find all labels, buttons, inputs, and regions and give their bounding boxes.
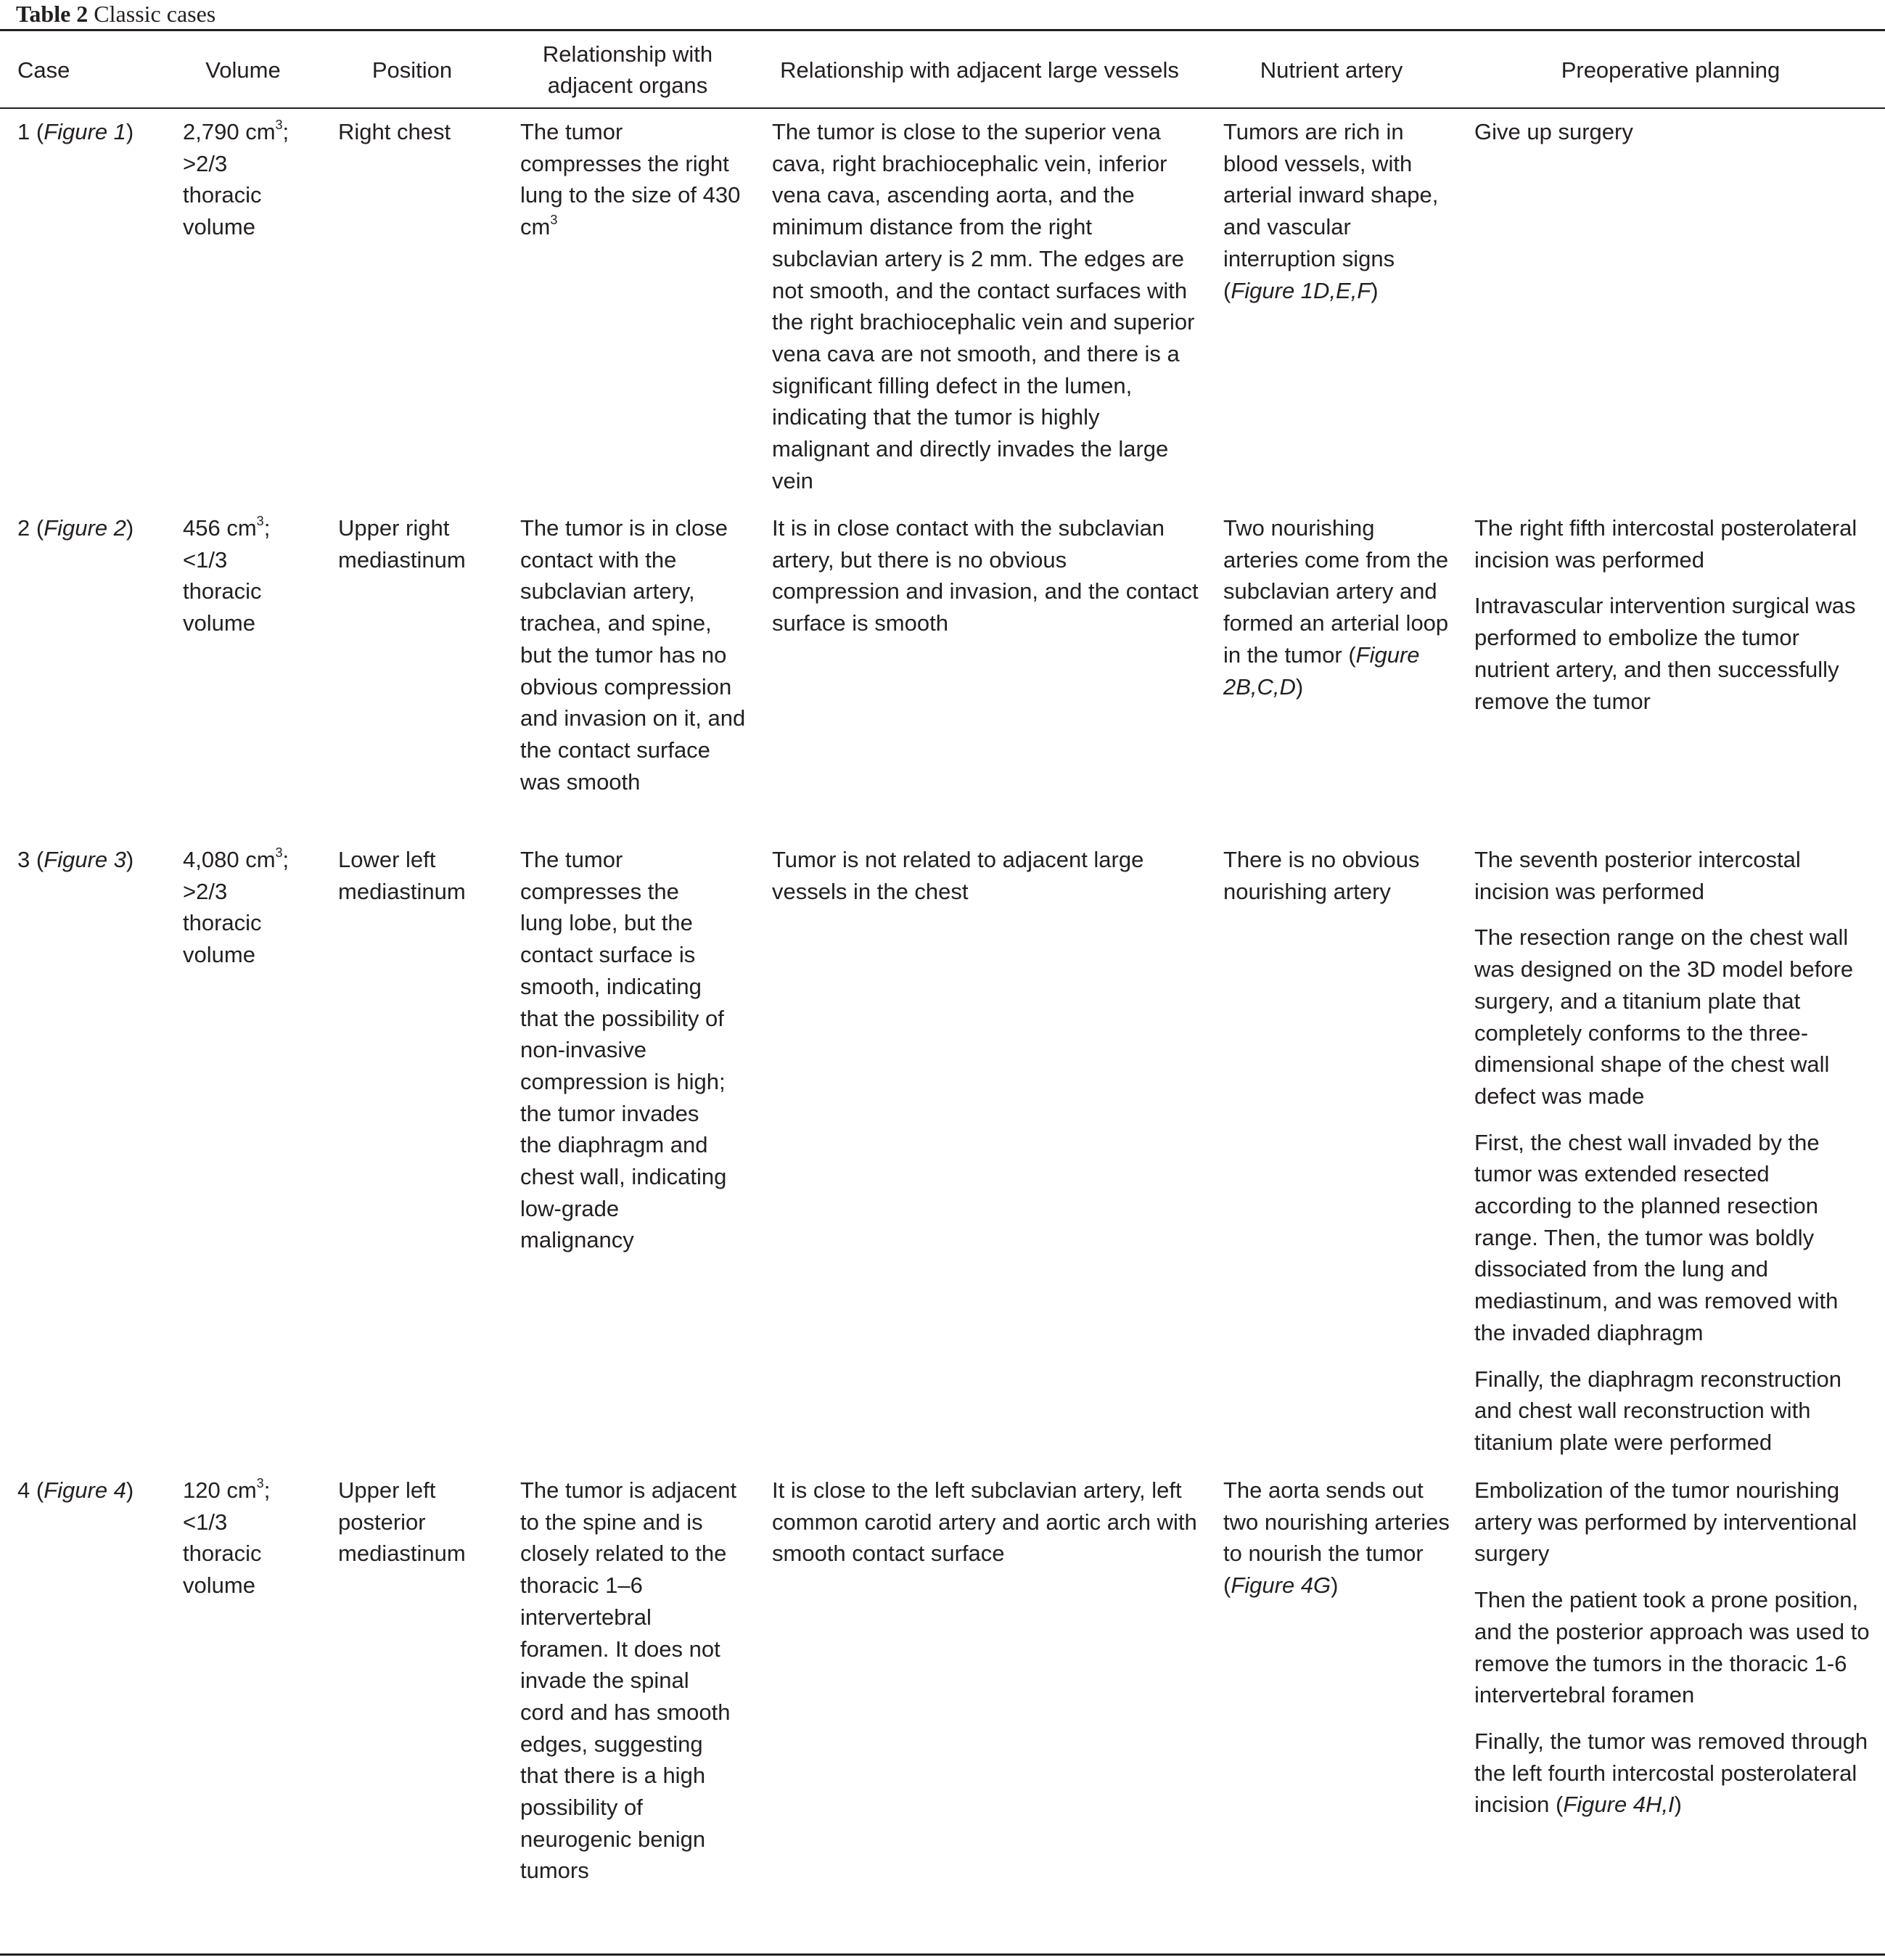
row4-vessels: It is close to the left subclavian artery, left common carotid artery and aortic arch with smooth contact surface bbox=[772, 1477, 1197, 1567]
row4-position: Upper left posterior mediastinum bbox=[338, 1477, 466, 1567]
row3-case: 3 (Figure 3) bbox=[17, 847, 134, 872]
row3-position: Lower left mediastinum bbox=[338, 847, 466, 904]
header-volume: Volume bbox=[205, 57, 281, 83]
header-case: Case bbox=[17, 57, 70, 83]
row1-vessels: The tumor is close to the superior vena cava, right brachiocephalic vein, inferior vena cava, ascending aorta, and the minimum distance from the right subclavian artery is 2 mm. The edges are not smooth, and the contact surfaces with the right brachiocephalic vein and superior vena cava are not smooth, and there is a significant filling defect in the lumen, indicating that the tumor is highly malignant and directly invades the large vein bbox=[772, 119, 1195, 493]
row2-organs: The tumor is in close contact with the subclavian artery, trachea, and spine, but the tumor has no obvious compression and invasion on it, and the contact surface was smooth bbox=[520, 515, 746, 795]
row2-artery: Two nourishing arteries come from the subclavian artery and formed an arterial loop in the tumor (Figure 2B,C,D) bbox=[1223, 515, 1449, 700]
row3-artery: There is no obvious nourishing artery bbox=[1223, 847, 1420, 904]
row1-volume: 2,790 $cm^3$; >2/3 thoracic volume bbox=[183, 118, 289, 240]
row2-planning: The right fifth intercostal posterolateral incision was performed Intravascular intervention surgical was performed to embolize the tumor nutrient artery, and then successfully remove the tumor bbox=[1474, 515, 1857, 714]
table-bottom-rule bbox=[0, 1953, 1885, 1956]
row4-artery: The aorta sends out two nourishing arteries to nourish the tumor (Figure 4G) bbox=[1223, 1477, 1450, 1599]
table-caption bbox=[16, 0, 215, 28]
row2-case: 2 (Figure 2) bbox=[17, 515, 134, 541]
row1-position: Right chest bbox=[338, 119, 451, 144]
row4-organs: The tumor is adjacent to the spine and is closely related to the thoracic 1–6 intervertebral foramen. It does not invade the spinal cord and has smooth edges, suggesting that there is a high possibility of neurogenic benign tumors bbox=[520, 1477, 737, 1884]
row3-organs: The tumor compresses the lung lobe, but the contact surface is smooth, indicating that the possibility of non-invasive compression is high; the tumor invades the diaphragm and chest wall, indicating low-grade malignancy bbox=[520, 847, 727, 1253]
header-organs: Relationship with adjacent organs bbox=[542, 41, 713, 98]
row4-volume: 120 $cm^3$; <1/3 thoracic volume bbox=[183, 1476, 271, 1599]
header-vessels: Relationship with adjacent large vessels bbox=[780, 57, 1179, 83]
table-header-rule bbox=[0, 107, 1885, 109]
row4-planning: Embolization of the tumor nourishing artery was performed by interventional surgery Then the patient took a prone position, and the posterior approach was used to remove the tumors in the thoracic 1-6 intervertebral foramen Finally, the tumor was removed through the left fourth intercostal posterolateral incision (Figure 4H,I) bbox=[1474, 1477, 1870, 1818]
table-top-rule bbox=[0, 29, 1885, 31]
row1-planning: Give up surgery bbox=[1474, 119, 1633, 144]
row3-vessels: Tumor is not related to adjacent large vessels in the chest bbox=[772, 847, 1144, 904]
table-label: Table 2 bbox=[16, 1, 89, 27]
header-artery: Nutrient artery bbox=[1260, 57, 1403, 83]
row1-organs: The tumor compresses the right lung to the size of 430 $cm^3$ bbox=[520, 119, 741, 240]
header-planning: Preoperative planning bbox=[1561, 57, 1781, 83]
row3-planning: The seventh posterior intercostal incision was performed The resection range on the chest wall was designed on the 3D model before surgery, and a titanium plate that completely conforms to the three-dimensional shape of the chest wall defect was made First, the chest wall invaded by the tumor was extended resected according to the planned resection range. Then, the tumor was boldly dissociated from the lung and mediastinum, and was removed with the invaded diaphragm Finally, the diaphragm reconstruction and chest wall reconstruction with titanium plate were performed bbox=[1474, 847, 1854, 1455]
row4-case: 4 (Figure 4) bbox=[17, 1477, 134, 1503]
header-position: Position bbox=[371, 57, 453, 83]
row2-position: Upper right mediastinum bbox=[338, 515, 466, 573]
row1-artery: Tumors are rich in blood vessels, with arterial inward shape, and vascular interruption signs (Figure 1D,E,F) bbox=[1223, 119, 1439, 303]
row2-volume: 456 $cm^3$; <1/3 thoracic volume bbox=[183, 514, 271, 636]
row1-case: 1 (Figure 1) bbox=[17, 119, 134, 144]
table-title: Classic cases bbox=[94, 1, 216, 27]
row2-vessels: It is in close contact with the subclavian artery, but there is no obvious compression and invasion, and the contact surface is smooth bbox=[772, 515, 1199, 636]
row3-volume: 4,080 $cm^3$; >2/3 thoracic volume bbox=[183, 845, 289, 968]
